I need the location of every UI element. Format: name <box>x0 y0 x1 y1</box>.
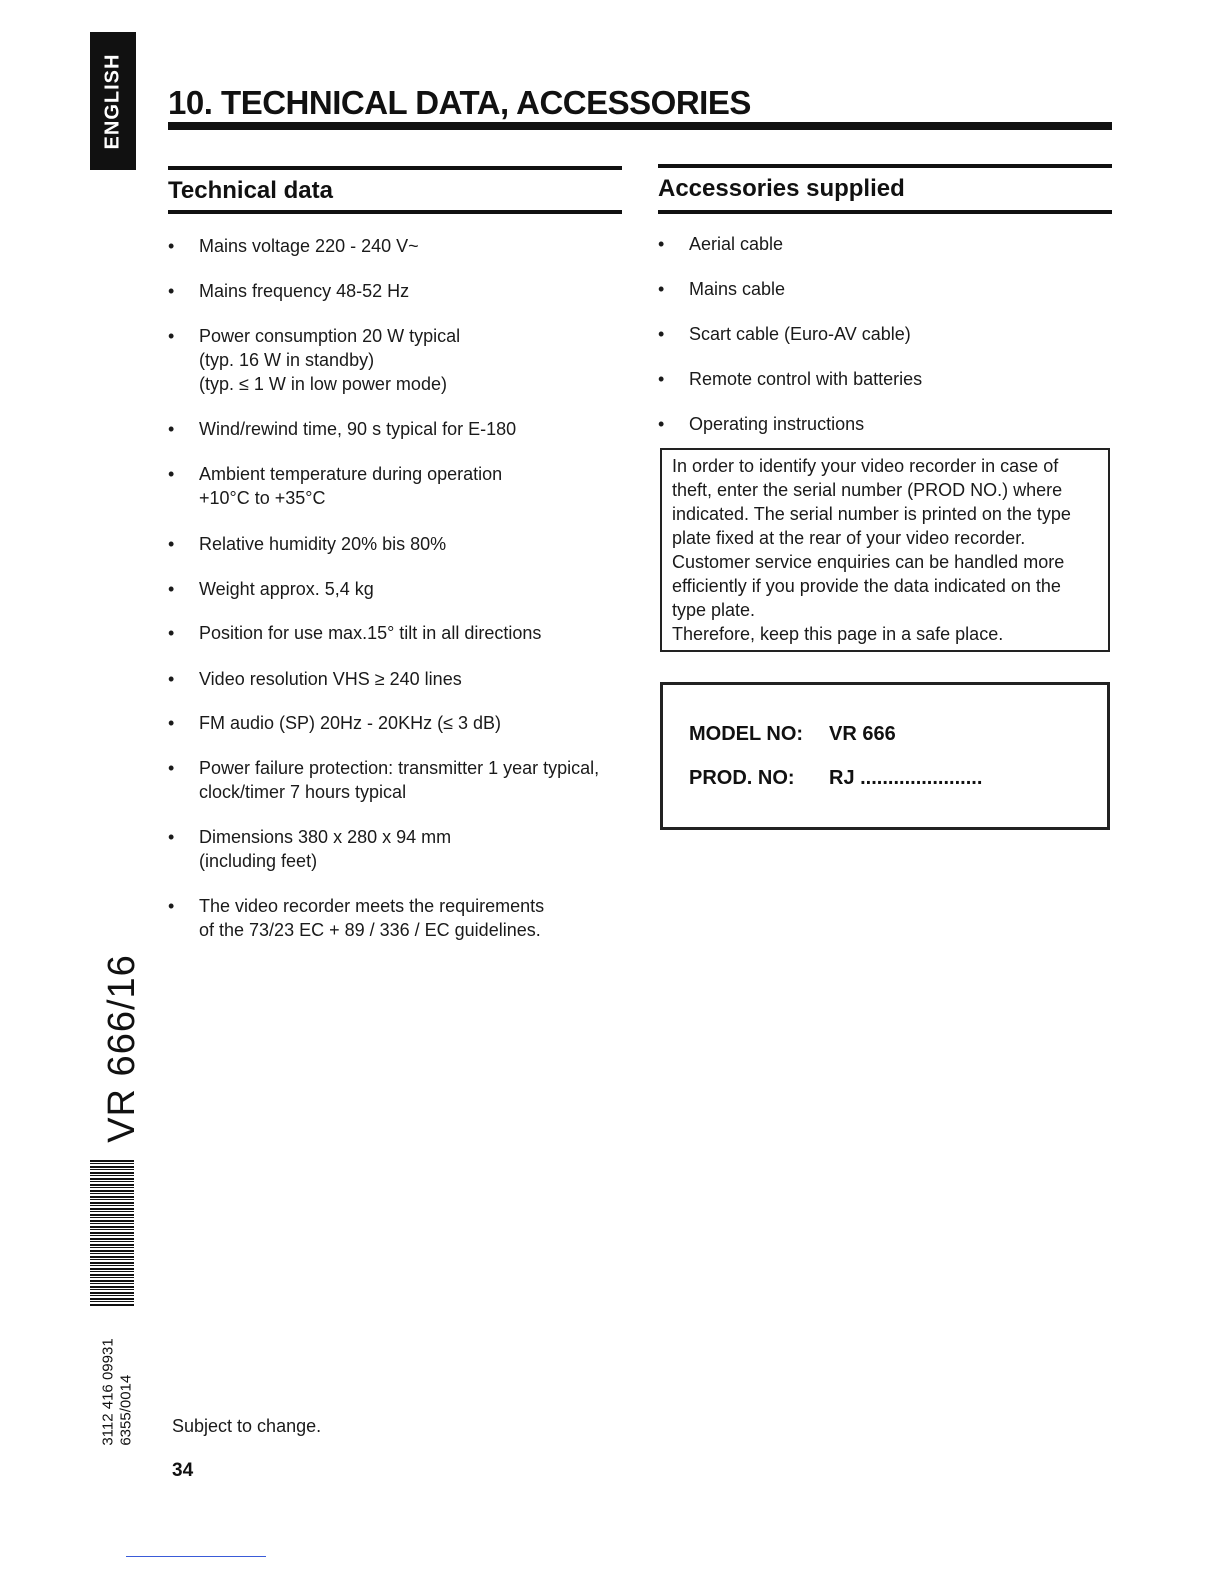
accessories-heading: Accessories supplied <box>658 175 905 202</box>
list-item: • Remote control with batteries <box>658 369 923 389</box>
list-item: • Video resolution VHS ≥ 240 lines <box>168 669 462 689</box>
list-item: • Operating instructions <box>658 414 865 434</box>
prod-number-row <box>689 767 982 790</box>
list-item: • Mains cable <box>658 279 786 299</box>
model-number-value: VR 666 <box>829 723 896 745</box>
model-number-row <box>689 723 896 746</box>
list-item: • Mains frequency 48-52 Hz <box>168 281 410 301</box>
title-rule <box>168 122 1112 130</box>
side-model-text: VR 666/16 <box>100 953 143 1143</box>
list-item: • Ambient temperature during operation +10°C to +35°C <box>168 464 503 508</box>
side-code-line-1: 3112 416 09931 <box>100 1338 117 1446</box>
scan-artifact-line <box>126 1556 266 1557</box>
technical-data-heading: Technical data <box>168 177 333 204</box>
footer-note: Subject to change. <box>172 1416 322 1436</box>
list-item: • Power failure protection: transmitter 1 year typical, clock/timer 7 hours typical <box>168 758 600 802</box>
serial-number-notice: In order to identify your video recorder in case of theft, enter the serial number (PROD NO.) where indicated. The serial number is printed on the type plate fixed at the rear of your video recorder. Customer service enquiries can be handled more efficiently if you provide the data indicated on the type plate. Therefore, keep this page in a safe place. <box>660 448 1110 652</box>
language-tab <box>90 32 136 170</box>
side-code-line-2: 6355/0014 <box>118 1374 135 1446</box>
list-item: • The video recorder meets the requirements of the 73/23 EC + 89 / 336 / EC guidelines. <box>168 896 545 940</box>
list-item: • Weight approx. 5,4 kg <box>168 579 374 599</box>
language-label: ENGLISH <box>101 53 124 149</box>
list-item: • Position for use max.15° tilt in all directions <box>168 623 542 643</box>
list-item: • Dimensions 380 x 280 x 94 mm (including feet) <box>168 827 452 871</box>
model-number-label: MODEL NO: <box>689 723 804 745</box>
list-item: • Wind/rewind time, 90 s typical for E-180 <box>168 419 517 439</box>
list-item: • Aerial cable <box>658 234 784 254</box>
list-item: • Mains voltage 220 - 240 V~ <box>168 236 419 256</box>
list-item: • Scart cable (Euro-AV cable) <box>658 324 911 344</box>
page-number: 34 <box>172 1460 194 1481</box>
prod-number-value: RJ ...................... <box>829 767 983 789</box>
technical-data-heading-box <box>168 166 622 214</box>
page-title: 10. TECHNICAL DATA, ACCESSORIES <box>168 84 751 121</box>
list-item: • Power consumption 20 W typical (typ. 16 W in standby) (typ. ≤ 1 W in low power mode) <box>168 326 461 394</box>
list-item: • FM audio (SP) 20Hz - 20KHz (≤ 3 dB) <box>168 713 501 733</box>
accessories-heading-box <box>658 164 1112 214</box>
list-item: • Relative humidity 20% bis 80% <box>168 534 447 554</box>
barcode <box>90 1160 134 1306</box>
prod-number-label: PROD. NO: <box>689 767 795 789</box>
model-plate-box <box>660 682 1110 830</box>
side-codes <box>78 1330 158 1454</box>
side-model-label <box>72 953 172 1143</box>
